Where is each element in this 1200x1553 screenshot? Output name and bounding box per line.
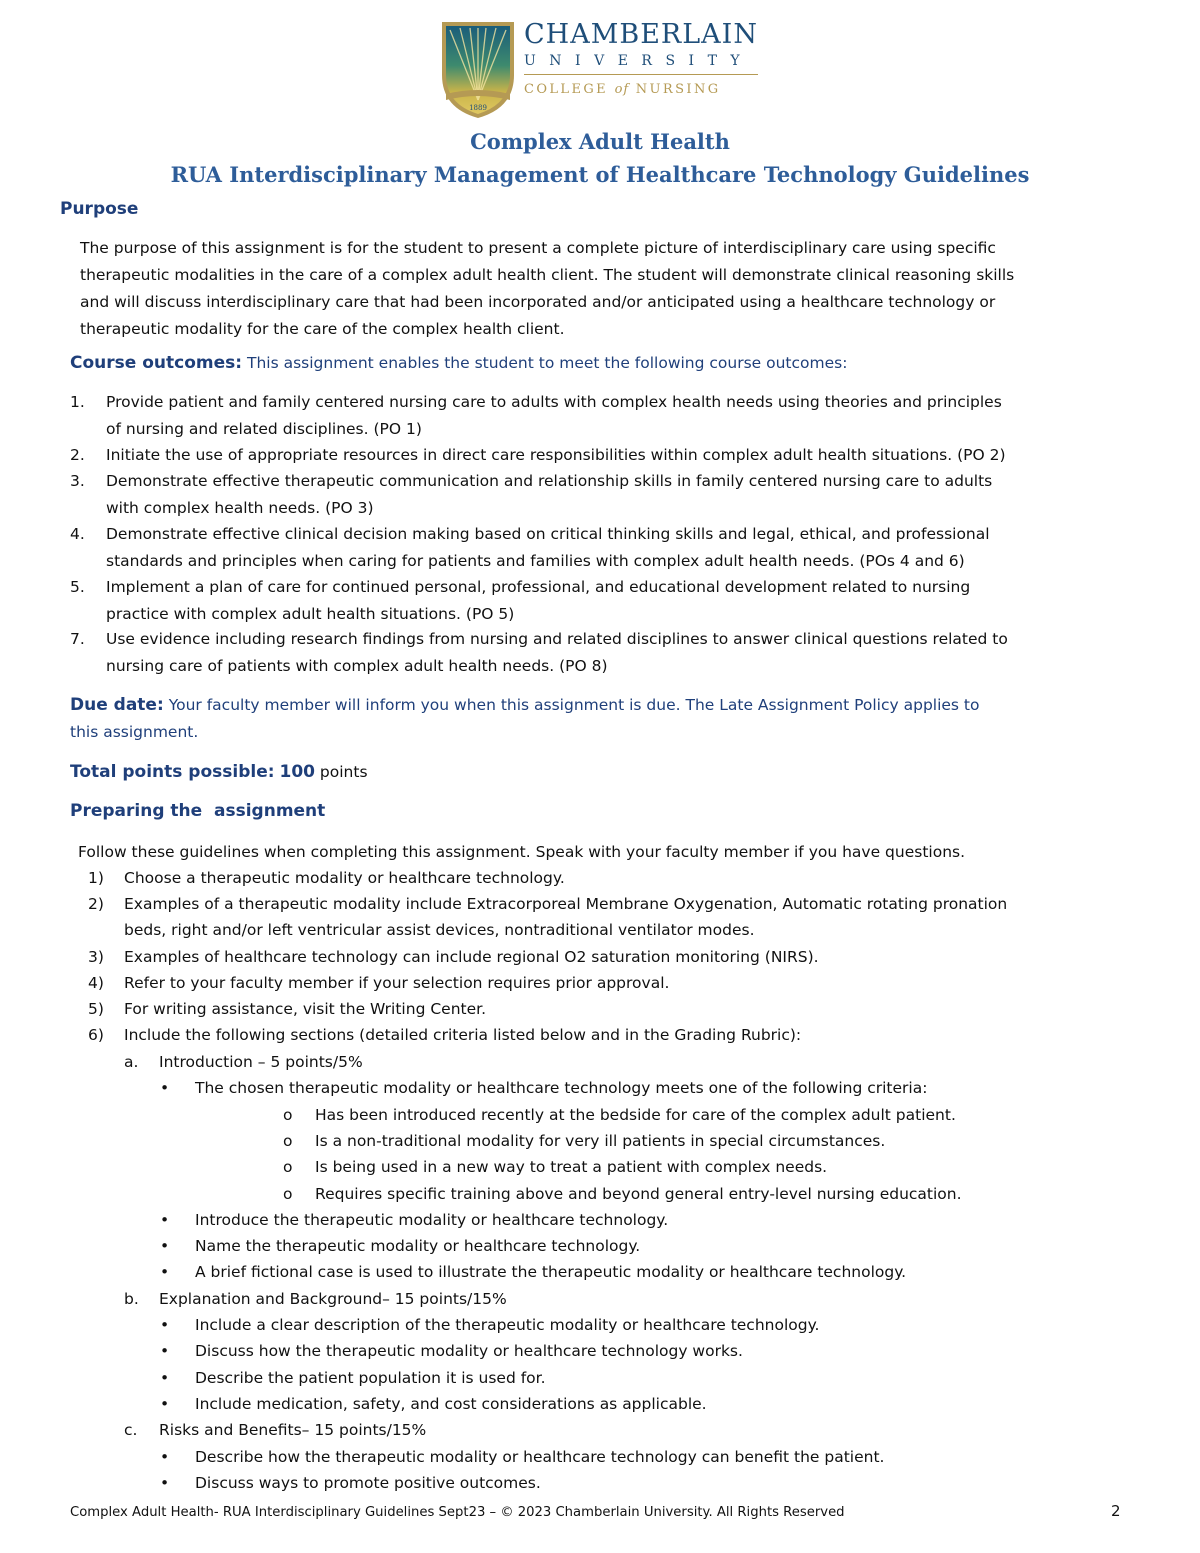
circle-bullet-icon: o	[283, 1132, 293, 1150]
outcomes-heading-row	[70, 350, 847, 376]
purpose-line: therapeutic modality for the care of the complex health client.	[80, 320, 565, 338]
outcome-line: Provide patient and family centered nursing care to adults with complex health needs using theories and principles	[106, 393, 1002, 411]
outcome-number: 3.	[70, 472, 85, 490]
bullet-icon: •	[160, 1263, 170, 1281]
outcome-line: of nursing and related disciplines. (PO 1)	[106, 419, 422, 438]
crest-year: 1889	[469, 104, 487, 112]
outcome-line: standards and principles when caring for patients and families with complex adult health needs. (POs 4 and 6)	[106, 551, 965, 570]
total-points-label: Total points possible:	[70, 762, 275, 782]
section-title: Risks and Benefits– 15 points/15%	[159, 1421, 427, 1439]
outcome-line: Initiate the use of appropriate resources in direct care responsibilities within complex adult health situations. (PO 2)	[106, 446, 1006, 464]
outcome-number: 4.	[70, 525, 85, 543]
outcome-number: 2.	[70, 446, 85, 464]
bullet-text: A brief fictional case is used to illustrate the therapeutic modality or healthcare technology.	[195, 1263, 907, 1281]
section-title: Introduction – 5 points/5%	[159, 1053, 363, 1071]
total-points-unit: points	[319, 763, 368, 781]
step-text: Choose a therapeutic modality or healthcare technology.	[124, 869, 565, 887]
purpose-line: The purpose of this assignment is for the student to present a complete picture of interdisciplinary care using specific	[80, 239, 996, 257]
step-text: Include the following sections (detailed criteria listed below and in the Grading Rubric):	[124, 1026, 802, 1044]
total-points-value: 100	[279, 762, 315, 782]
preparing-heading: Preparing the assignment	[70, 801, 326, 821]
outcome-line: Demonstrate effective clinical decision making based on critical thinking skills and legal, ethical, and professional	[106, 525, 990, 543]
shield-crest-icon	[440, 20, 516, 120]
logo-university: UNIVERSITY	[524, 53, 754, 69]
step-text: Examples of a therapeutic modality include Extracorporeal Membrane Oxygenation, Automatic rotating pronation	[124, 895, 1008, 913]
step-text: beds, right and/or left ventricular assist devices, nontraditional ventilator modes.	[124, 921, 755, 939]
bullet-text: Introduce the therapeutic modality or healthcare technology.	[195, 1211, 669, 1229]
outcome-line: Implement a plan of care for continued personal, professional, and educational development related to nursing	[106, 578, 971, 596]
bullet-icon: •	[160, 1448, 170, 1466]
section-mark: b.	[124, 1290, 139, 1308]
bullet-text: Describe how the therapeutic modality or healthcare technology can benefit the patient.	[195, 1448, 885, 1466]
outcome-line: with complex health needs. (PO 3)	[106, 498, 374, 517]
bullet-text: Name the therapeutic modality or healthcare technology.	[195, 1237, 641, 1255]
section-mark: a.	[124, 1053, 139, 1071]
outcomes-heading: Course outcomes:	[70, 353, 243, 373]
logo-divider	[524, 74, 758, 75]
sub-bullet-text: Requires specific training above and beyond general entry-level nursing education.	[315, 1185, 962, 1203]
logo-college-pre: COLLEGE	[524, 82, 609, 97]
section-title: Explanation and Background– 15 points/15%	[159, 1290, 507, 1308]
due-date-row	[70, 692, 980, 718]
sub-bullet-text: Has been introduced recently at the bedside for care of the complex adult patient.	[315, 1106, 956, 1124]
section-mark: c.	[124, 1421, 138, 1439]
sub-bullet-text: Is being used in a new way to treat a patient with complex needs.	[315, 1158, 828, 1176]
circle-bullet-icon: o	[283, 1158, 293, 1176]
outcomes-intro: This assignment enables the student to meet the following course outcomes:	[246, 354, 848, 372]
bullet-icon: •	[160, 1395, 170, 1413]
step-number: 3)	[88, 948, 104, 966]
step-text: Refer to your faculty member if your selection requires prior approval.	[124, 974, 670, 992]
bullet-icon: •	[160, 1211, 170, 1229]
due-date-label: Due date:	[70, 695, 164, 715]
bullet-icon: •	[160, 1342, 170, 1360]
document-titles	[0, 125, 1200, 191]
purpose-paragraph	[80, 235, 1130, 343]
outcome-line: Use evidence including research findings from nursing and related disciplines to answer clinical questions related to	[106, 630, 1008, 648]
logo-college-of: of	[614, 82, 630, 97]
circle-bullet-icon: o	[283, 1106, 293, 1124]
bullet-text: Discuss how the therapeutic modality or healthcare technology works.	[195, 1342, 743, 1360]
step-number: 2)	[88, 895, 104, 913]
bullet-icon: •	[160, 1474, 170, 1492]
university-logo	[440, 20, 770, 120]
step-text: For writing assistance, visit the Writing Center.	[124, 1000, 487, 1018]
outcome-line: practice with complex adult health situations. (PO 5)	[106, 604, 515, 623]
bullet-icon: •	[160, 1369, 170, 1387]
page-title: Complex Adult Health	[470, 129, 730, 154]
purpose-heading: Purpose	[60, 199, 139, 219]
bullet-text: Discuss ways to promote positive outcomes.	[195, 1474, 541, 1492]
step-number: 6)	[88, 1026, 104, 1044]
step-number: 5)	[88, 1000, 104, 1018]
step-text: Examples of healthcare technology can include regional O2 saturation monitoring (NIRS).	[124, 948, 819, 966]
due-date-text: Your faculty member will inform you when this assignment is due. The Late Assignment Policy applies to	[168, 696, 980, 714]
outcome-number: 7.	[70, 630, 85, 648]
outcome-number: 5.	[70, 578, 85, 596]
step-number: 1)	[88, 869, 104, 887]
step-number: 4)	[88, 974, 104, 992]
purpose-line: and will discuss interdisciplinary care that had been incorporated and/or anticipated using a healthcare technology or	[80, 293, 996, 311]
page-subtitle: RUA Interdisciplinary Management of Healthcare Technology Guidelines	[170, 162, 1030, 187]
sub-bullet-text: Is a non-traditional modality for very ill patients in special circumstances.	[315, 1132, 886, 1150]
bullet-text: Describe the patient population it is used for.	[195, 1369, 546, 1387]
logo-college-post: NURSING	[635, 82, 721, 97]
preparing-intro: Follow these guidelines when completing this assignment. Speak with your faculty member if you have questions.	[78, 843, 966, 861]
bullet-text: Include a clear description of the therapeutic modality or healthcare technology.	[195, 1316, 820, 1334]
bullet-icon: •	[160, 1079, 170, 1097]
outcome-line: Demonstrate effective therapeutic communication and relationship skills in family centered nursing care to adults	[106, 472, 993, 490]
circle-bullet-icon: o	[283, 1185, 293, 1203]
logo-college	[524, 81, 774, 99]
bullet-text: The chosen therapeutic modality or healthcare technology meets one of the following criteria:	[195, 1079, 928, 1097]
purpose-line: therapeutic modalities in the care of a complex adult health client. The student will demonstrate clinical reasoning skills	[80, 266, 1015, 284]
outcome-line: nursing care of patients with complex adult health needs. (PO 8)	[106, 656, 608, 675]
total-points-row	[70, 759, 368, 785]
page-footer: Complex Adult Health- RUA Interdisciplinary Guidelines Sept23 – © 2023 Chamberlain University. All Rights Reserved	[70, 1505, 845, 1520]
bullet-icon: •	[160, 1237, 170, 1255]
page-number: 2	[1111, 1502, 1121, 1520]
due-date-text-cont: this assignment.	[70, 723, 199, 741]
bullet-text: Include medication, safety, and cost considerations as applicable.	[195, 1395, 707, 1413]
bullet-icon: •	[160, 1316, 170, 1334]
logo-name: CHAMBERLAIN	[524, 19, 758, 50]
outcome-number: 1.	[70, 393, 85, 411]
